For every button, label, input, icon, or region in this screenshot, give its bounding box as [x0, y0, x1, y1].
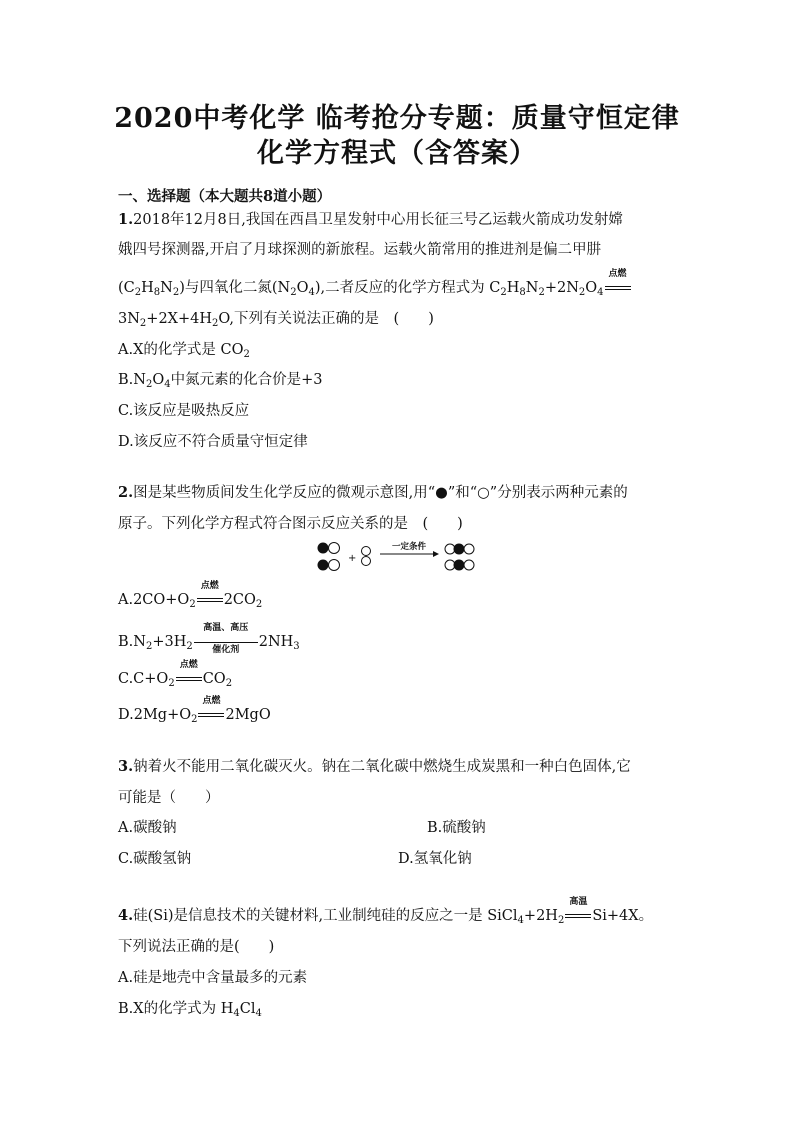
section-heading: 一、选择题（本大题共8道小题） — [118, 188, 332, 205]
arrow-head — [433, 551, 439, 557]
product-molecules — [445, 544, 474, 571]
q1-option-c[interactable]: C.该反应是吸热反应 — [118, 403, 250, 419]
q2-number: 2. — [118, 484, 134, 501]
page-title: 2020中考化学 临考抢分专题：质量守恒定律 — [114, 103, 680, 134]
plus-sign: + — [348, 553, 357, 564]
q4-line2: 下列说法正确的是( ) — [118, 939, 275, 955]
q4-number: 4. — [118, 907, 134, 924]
q1-line2: 娥四号探测器,开启了月球探测的新旅程。运载火箭常用的推进剂是偏二甲肼 — [118, 242, 602, 258]
oxygen-molecule — [362, 547, 371, 566]
q1-option-b[interactable]: $B.N_2O_4$中氮元素的化合价是+3 — [118, 372, 323, 390]
q1-option-a[interactable]: A.X的化学式是 $CO_2$ — [118, 342, 250, 360]
q2-line1: 2.图是某些物质间发生化学反应的微观示意图,用“●”和“○”分别表示两种元素的 — [118, 484, 628, 501]
q1-option-d[interactable]: D.该反应不符合质量守恒定律 — [118, 434, 308, 450]
q1-number: 1. — [118, 211, 134, 228]
q3-line1: 3.钠着火不能用二氧化碳灭火。钠在二氧化碳中燃烧生成炭黑和一种白色固体,它 — [118, 758, 631, 775]
q2-option-a[interactable]: $A.2CO+O_2$ 点燃 $2CO_2$ — [118, 581, 263, 610]
page-subtitle: 化学方程式（含答案） — [257, 138, 537, 169]
q4-line1: 4.硅(Si)是信息技术的关键材料,工业制纯硅的反应之一是 $SiCl_4+2H_2$ 高温 Si+4X。 — [118, 897, 654, 926]
q1-line3: $(C_2H_8N_2)$与四氧化二氮$(N_2O_4)$,二者反应的化学方程式为 $C_2H_8N_2+2N_2O_4$ 点燃 — [118, 276, 632, 297]
q2-line2: 原子。下列化学方程式符合图示反应关系的是 ( ) — [118, 516, 463, 532]
q3-number: 3. — [118, 758, 134, 775]
q2-option-b[interactable]: $B.N_2+3H_2$ 高温、高压 催化剂 $2NH_3$ — [118, 623, 300, 655]
q1-line1: 1.2018年12月8日,我国在西昌卫星发射中心用长征三号乙运载火箭成功发射嫦 — [118, 211, 623, 228]
reaction-condition: 点燃 — [605, 280, 631, 296]
q2-option-c[interactable]: $C.C+O_2$ 点燃 $CO_2$ — [118, 660, 233, 689]
q3-option-c[interactable]: C.碳酸氢钠 — [118, 851, 192, 867]
q3-option-d[interactable]: D.氢氧化钠 — [398, 851, 472, 867]
q4-option-b[interactable]: B.X的化学式为 $H_4Cl_4$ — [118, 1001, 262, 1019]
q2-option-d[interactable]: $D.2Mg+O_2$ 点燃 2MgO — [118, 696, 271, 725]
reactant-molecules — [318, 543, 340, 571]
q3-line2: 可能是（ ） — [118, 790, 220, 806]
q3-option-a[interactable]: A.碳酸钠 — [118, 820, 177, 836]
q4-option-a[interactable]: A.硅是地壳中含量最多的元素 — [118, 970, 308, 986]
diagram-condition: 一定条件 — [392, 542, 427, 552]
molecule-diagram — [312, 540, 482, 576]
q3-option-b[interactable]: B.硫酸钠 — [427, 820, 486, 836]
q1-line4: $3N_2+2X+4H_2O$,下列有关说法正确的是 ( ) — [118, 311, 434, 329]
